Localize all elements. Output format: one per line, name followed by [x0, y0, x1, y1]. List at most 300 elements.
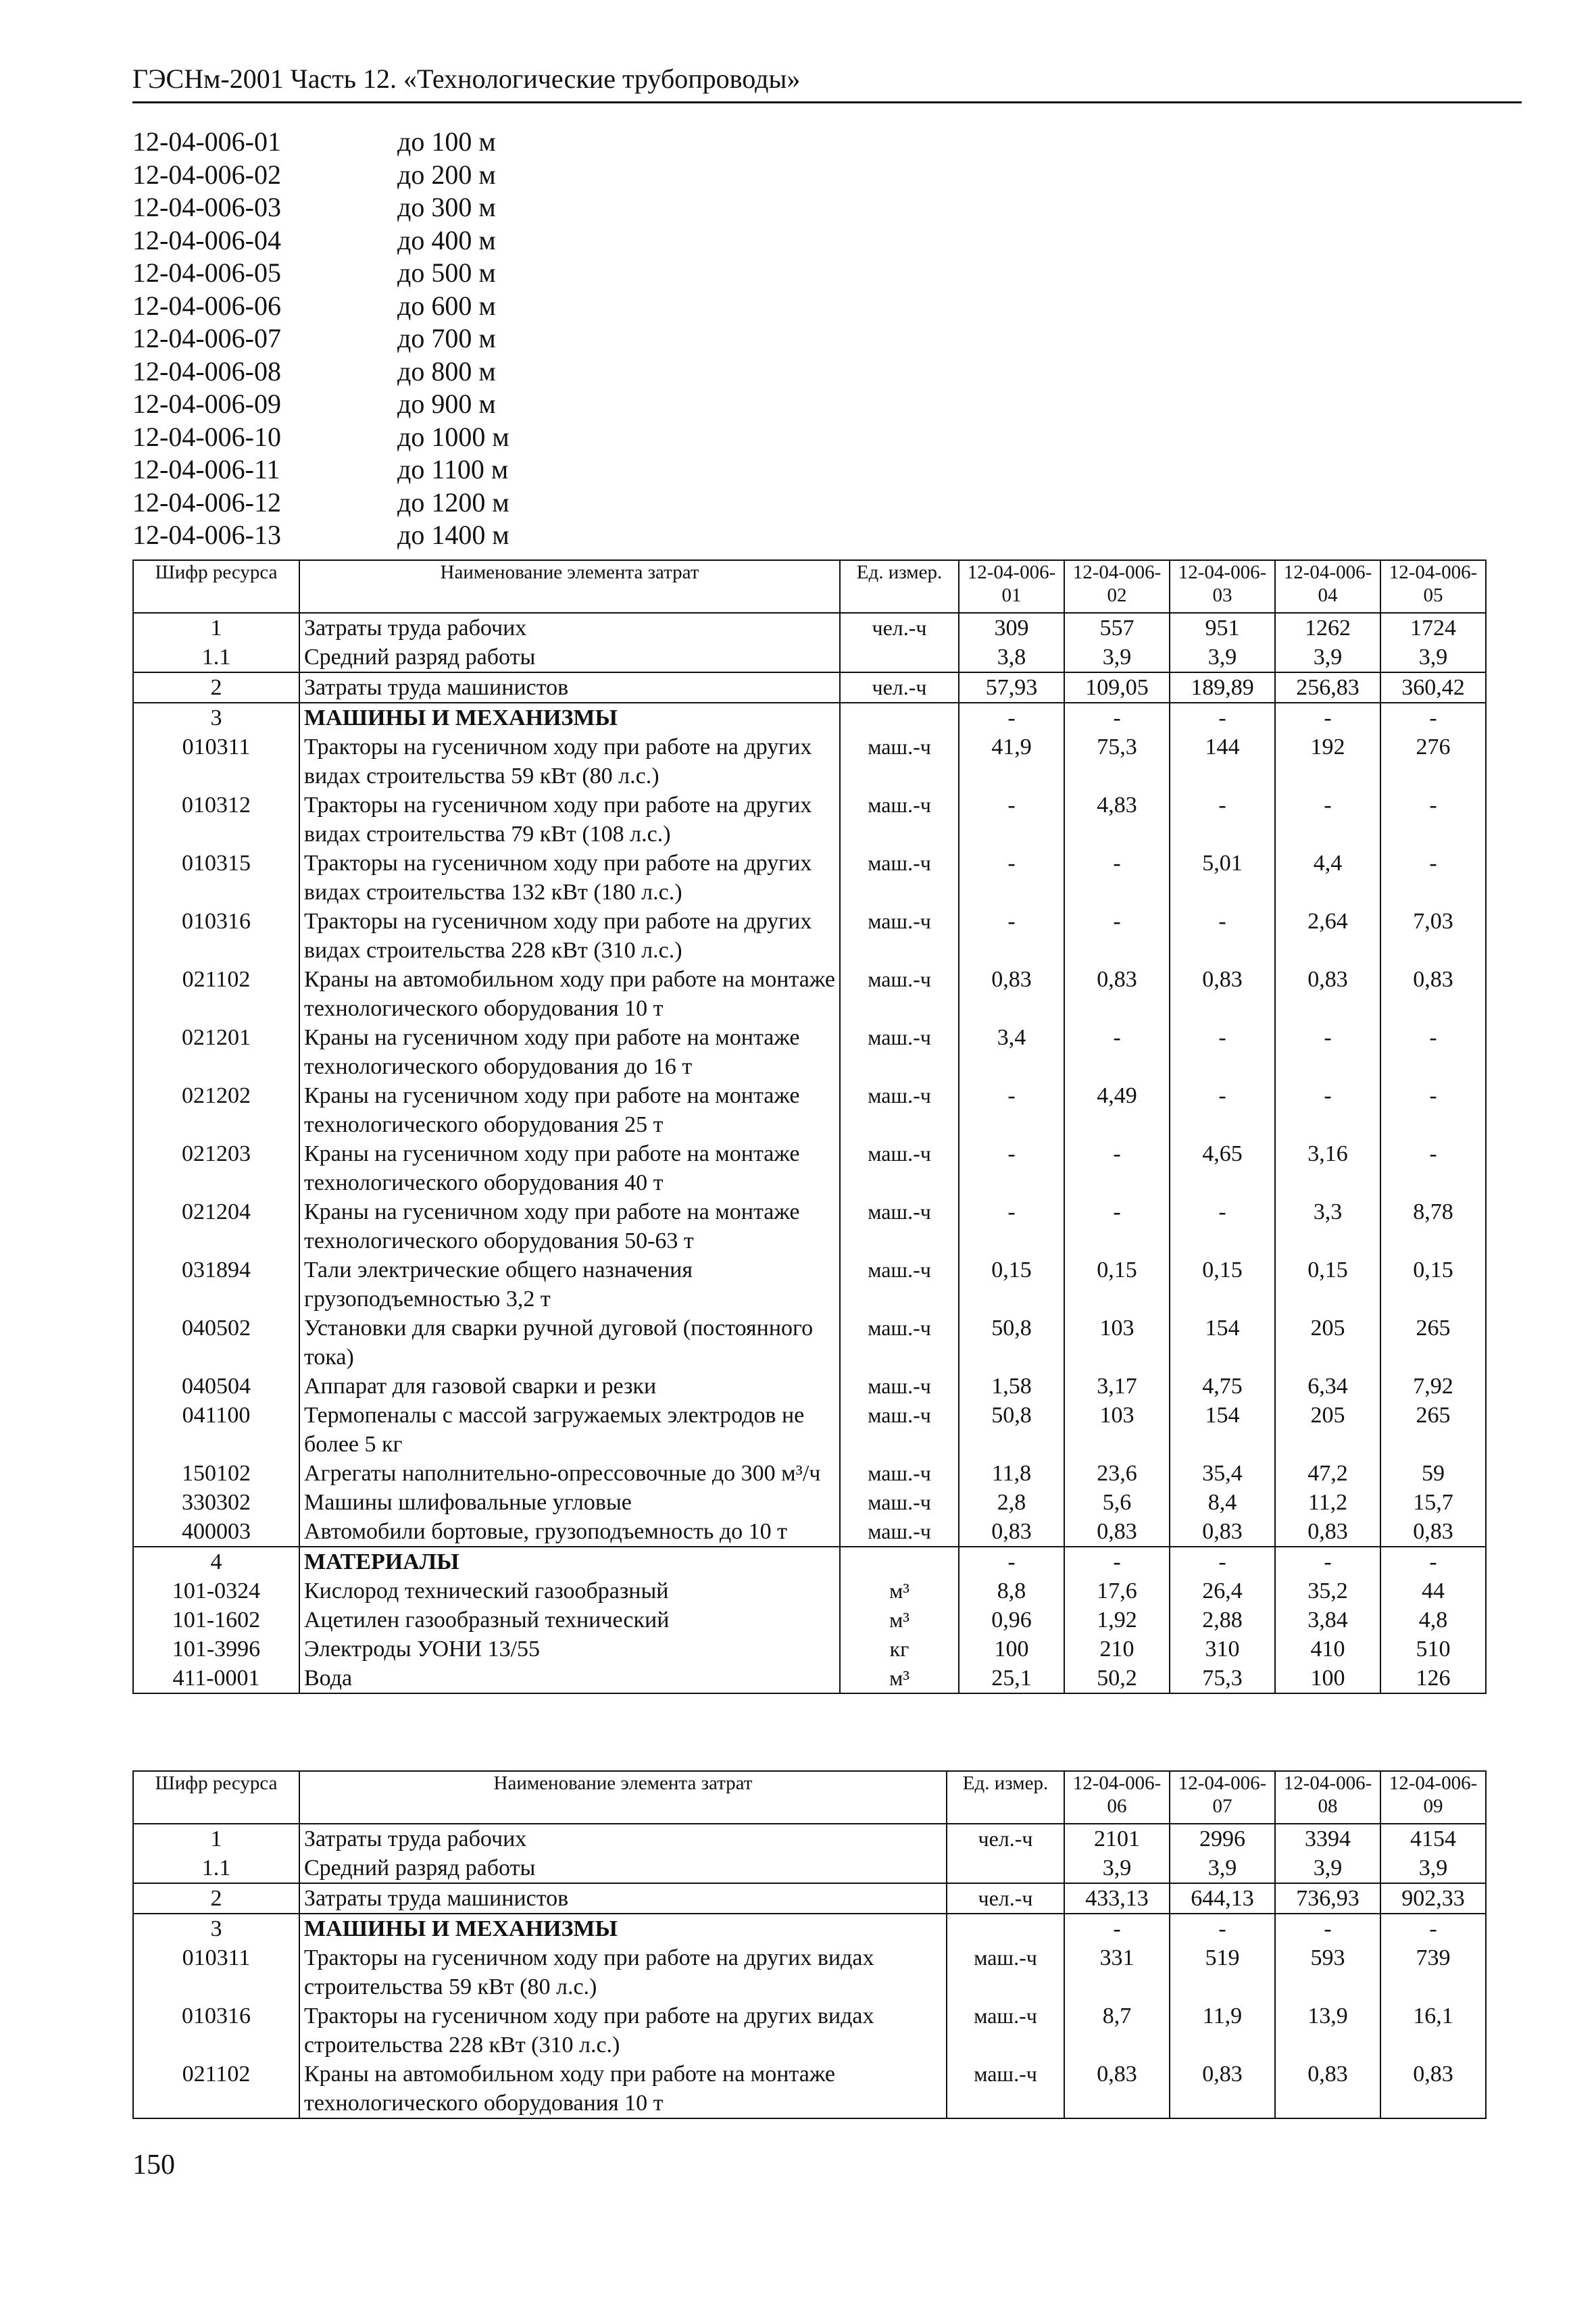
- norm-value: 951: [1170, 613, 1275, 643]
- table-row: [133, 1635, 1486, 1664]
- cost-element-name: Машины шлифовальные угловые: [299, 1488, 840, 1517]
- norm-code: 12-04-006-12: [132, 487, 281, 518]
- norm-value: 331: [1064, 1943, 1170, 2001]
- norm-value: -: [1275, 703, 1380, 732]
- norm-value: 50,8: [959, 1314, 1064, 1372]
- norm-value: 3,9: [1064, 1853, 1170, 1883]
- norm-value: 47,2: [1275, 1459, 1380, 1488]
- norm-value: 109,05: [1064, 672, 1170, 703]
- norm-value: -: [1064, 1023, 1170, 1081]
- norm-value: 103: [1064, 1401, 1170, 1459]
- cost-element-name: Электроды УОНИ 13/55: [299, 1635, 840, 1664]
- norm-value: -: [1380, 1081, 1486, 1139]
- norm-value: 210: [1064, 1635, 1170, 1664]
- norm-range: до 700 м: [397, 323, 496, 353]
- norm-value: -: [1170, 703, 1275, 732]
- cost-element-name: Затраты труда рабочих: [299, 1824, 947, 1853]
- section-row: [133, 1914, 1486, 1943]
- header-resource-code: Шифр ресурса: [133, 1771, 299, 1824]
- unit-of-measure: маш.-ч: [840, 965, 959, 1023]
- code-list-item: [132, 388, 605, 421]
- table-row: [133, 1255, 1486, 1314]
- norm-value: -: [1380, 849, 1486, 907]
- norm-value: 3,17: [1064, 1372, 1170, 1401]
- norm-code: 12-04-006-04: [132, 224, 281, 255]
- resource-table-2: [132, 1770, 1487, 2119]
- cost-element-name: Тракторы на гусеничном ходу при работе на других видах строительства 132 кВт (180 л.с.): [299, 849, 840, 907]
- norm-value: 1,92: [1064, 1605, 1170, 1635]
- cost-element-name: Краны на гусеничном ходу при работе на монтаже технологического оборудования до 16 т: [299, 1023, 840, 1081]
- unit-of-measure: маш.-ч: [840, 1255, 959, 1314]
- norm-value: 59: [1380, 1459, 1486, 1488]
- norm-value: -: [1170, 1547, 1275, 1576]
- resource-code: 010311: [133, 1943, 299, 2001]
- resource-code: 101-1602: [133, 1605, 299, 1635]
- norm-value: 3,8: [959, 643, 1064, 672]
- header-cost-element: Наименование элемента затрат: [299, 1771, 947, 1824]
- norm-value: 0,83: [1170, 965, 1275, 1023]
- norm-value: 276: [1380, 732, 1486, 791]
- norm-value: 154: [1170, 1401, 1275, 1459]
- norm-code: 12-04-006-03: [132, 192, 281, 222]
- norm-value: 410: [1275, 1635, 1380, 1664]
- code-list-item: [132, 519, 605, 552]
- resource-code: 010315: [133, 849, 299, 907]
- norm-value: 41,9: [959, 732, 1064, 791]
- norm-range: до 1400 м: [397, 520, 509, 550]
- norm-value: -: [959, 1081, 1064, 1139]
- table-row: [133, 1517, 1486, 1547]
- norm-value: 15,7: [1380, 1488, 1486, 1517]
- cost-element-name: Краны на гусеничном ходу при работе на монтаже технологического оборудования 25 т: [299, 1081, 840, 1139]
- table-row: [133, 1081, 1486, 1139]
- norm-value: 7,03: [1380, 907, 1486, 965]
- norm-range: до 900 м: [397, 389, 496, 419]
- cost-element-name: МАТЕРИАЛЫ: [299, 1547, 840, 1576]
- unit-of-measure: м³: [840, 1664, 959, 1693]
- norm-code: 12-04-006-13: [132, 520, 281, 550]
- unit-of-measure: маш.-ч: [840, 849, 959, 907]
- norm-range: до 1100 м: [397, 454, 509, 484]
- norm-code: 12-04-006-02: [132, 159, 281, 190]
- code-list-item: [132, 126, 605, 159]
- resource-code: 1: [133, 1824, 299, 1853]
- norm-value: 103: [1064, 1314, 1170, 1372]
- norm-value: 126: [1380, 1664, 1486, 1693]
- norm-value: 0,83: [1380, 965, 1486, 1023]
- unit-of-measure: чел.-ч: [840, 672, 959, 703]
- norm-range: до 1200 м: [397, 487, 509, 518]
- norm-value: 11,9: [1170, 2001, 1275, 2060]
- cost-element-name: МАШИНЫ И МЕХАНИЗМЫ: [299, 703, 840, 732]
- norm-value: -: [1064, 1914, 1170, 1943]
- norm-value: 8,78: [1380, 1197, 1486, 1255]
- norm-value: 593: [1275, 1943, 1380, 2001]
- norm-value: 0,83: [1380, 2060, 1486, 2118]
- header-norm-column: 12-04-006-09: [1380, 1771, 1486, 1824]
- norm-value: 4,65: [1170, 1139, 1275, 1197]
- norm-value: 3,9: [1275, 643, 1380, 672]
- table-row: [133, 1314, 1486, 1372]
- norm-value: -: [1275, 791, 1380, 849]
- norm-range: до 800 м: [397, 355, 496, 387]
- table-row: [133, 849, 1486, 907]
- norm-value: -: [1380, 1914, 1486, 1943]
- norm-value: 309: [959, 613, 1064, 643]
- norm-value: 44: [1380, 1576, 1486, 1605]
- norm-value: 265: [1380, 1401, 1486, 1459]
- norm-value: 100: [1275, 1664, 1380, 1693]
- table-row: [133, 672, 1486, 703]
- norm-value: 310: [1170, 1635, 1275, 1664]
- cost-element-name: Краны на автомобильном ходу при работе на монтаже технологического оборудования 10 т: [299, 965, 840, 1023]
- norm-value: 0,15: [959, 1255, 1064, 1314]
- norm-value: -: [959, 1139, 1064, 1197]
- norm-value: -: [959, 849, 1064, 907]
- header-cost-element: Наименование элемента затрат: [299, 560, 840, 613]
- section-row: [133, 703, 1486, 732]
- code-list-item: [132, 290, 605, 323]
- norm-value: 0,83: [959, 1517, 1064, 1547]
- norm-value: 1724: [1380, 613, 1486, 643]
- norm-value: 0,83: [1064, 2060, 1170, 2118]
- norm-value: 3,16: [1275, 1139, 1380, 1197]
- norm-value: 0,83: [1170, 1517, 1275, 1547]
- norm-value: 4,83: [1064, 791, 1170, 849]
- cost-element-name: Тракторы на гусеничном ходу при работе на других видах строительства 79 кВт (108 л.с.): [299, 791, 840, 849]
- norm-value: 2,8: [959, 1488, 1064, 1517]
- resource-code: 3: [133, 1914, 299, 1943]
- norm-value: -: [1380, 791, 1486, 849]
- resource-code: 1.1: [133, 643, 299, 672]
- norm-value: -: [1064, 849, 1170, 907]
- header-unit: Ед. измер.: [947, 1771, 1064, 1824]
- cost-element-name: Термопеналы с массой загружаемых электродов не более 5 кг: [299, 1401, 840, 1459]
- table-row: [133, 613, 1486, 643]
- code-list-item: [132, 224, 605, 257]
- resource-code: 150102: [133, 1459, 299, 1488]
- unit-of-measure: маш.-ч: [840, 1314, 959, 1372]
- norm-value: 433,13: [1064, 1883, 1170, 1914]
- norm-value: -: [1170, 907, 1275, 965]
- norm-value: 4,75: [1170, 1372, 1275, 1401]
- table-row: [133, 1883, 1486, 1914]
- unit-of-measure: маш.-ч: [840, 1139, 959, 1197]
- norm-code: 12-04-006-09: [132, 389, 281, 419]
- norm-value: 3,9: [1380, 1853, 1486, 1883]
- table-row: [133, 1023, 1486, 1081]
- code-list-item: [132, 159, 605, 192]
- norm-value: -: [1275, 1081, 1380, 1139]
- norm-value: 50,2: [1064, 1664, 1170, 1693]
- norm-value: 205: [1275, 1314, 1380, 1372]
- section-row: [133, 1547, 1486, 1576]
- norm-value: -: [959, 1197, 1064, 1255]
- norm-value: 644,13: [1170, 1883, 1275, 1914]
- resource-code: 1.1: [133, 1853, 299, 1883]
- unit-of-measure: [947, 1853, 1064, 1883]
- cost-element-name: Затраты труда машинистов: [299, 1883, 947, 1914]
- norm-code: 12-04-006-10: [132, 421, 281, 452]
- cost-element-name: МАШИНЫ И МЕХАНИЗМЫ: [299, 1914, 947, 1943]
- code-list-item: [132, 355, 605, 389]
- norm-range: до 500 м: [397, 257, 496, 288]
- norm-code: 12-04-006-01: [132, 126, 281, 157]
- norm-value: 360,42: [1380, 672, 1486, 703]
- norm-value: 11,2: [1275, 1488, 1380, 1517]
- resource-code: 021201: [133, 1023, 299, 1081]
- norm-value: 3,9: [1170, 1853, 1275, 1883]
- norm-value: -: [1170, 1914, 1275, 1943]
- code-list-item: [132, 453, 605, 487]
- norm-value: -: [1064, 1197, 1170, 1255]
- unit-of-measure: чел.-ч: [947, 1824, 1064, 1853]
- norm-value: 519: [1170, 1943, 1275, 2001]
- norm-code: 12-04-006-08: [132, 355, 281, 387]
- header-norm-column: 12-04-006-08: [1275, 1771, 1380, 1824]
- norm-value: 0,83: [959, 965, 1064, 1023]
- cost-element-name: Затраты труда машинистов: [299, 672, 840, 703]
- norm-value: 35,2: [1275, 1576, 1380, 1605]
- resource-code: 010312: [133, 791, 299, 849]
- norm-value: 8,7: [1064, 2001, 1170, 2060]
- table-row: [133, 1943, 1486, 2001]
- norm-value: 0,83: [1275, 2060, 1380, 2118]
- unit-of-measure: маш.-ч: [947, 2001, 1064, 2060]
- cost-element-name: Тракторы на гусеничном ходу при работе на других видах строительства 59 кВт (80 л.с.): [299, 1943, 947, 2001]
- resource-code: 021202: [133, 1081, 299, 1139]
- norm-value: -: [1064, 1547, 1170, 1576]
- norm-range: до 1000 м: [397, 421, 509, 452]
- norm-value: 0,83: [1064, 1517, 1170, 1547]
- resource-code: 021102: [133, 2060, 299, 2118]
- norm-value: -: [959, 907, 1064, 965]
- norm-value: -: [1380, 703, 1486, 732]
- table-row: [133, 1139, 1486, 1197]
- resource-code: 041100: [133, 1401, 299, 1459]
- resource-code: 1: [133, 613, 299, 643]
- norm-value: 4154: [1380, 1824, 1486, 1853]
- norm-value: 2,88: [1170, 1605, 1275, 1635]
- norm-range: до 300 м: [397, 192, 496, 222]
- norm-value: 57,93: [959, 672, 1064, 703]
- norm-value: 256,83: [1275, 672, 1380, 703]
- norm-value: -: [1170, 1081, 1275, 1139]
- norm-value: -: [1380, 1139, 1486, 1197]
- norm-value: 1262: [1275, 613, 1380, 643]
- cost-element-name: Агрегаты наполнительно-опрессовочные до 300 м³/ч: [299, 1459, 840, 1488]
- header-norm-column: 12-04-006-07: [1170, 1771, 1275, 1824]
- norm-value: 75,3: [1170, 1664, 1275, 1693]
- resource-code: 4: [133, 1547, 299, 1576]
- resource-code: 010316: [133, 2001, 299, 2060]
- resource-code: 400003: [133, 1517, 299, 1547]
- norm-value: -: [959, 791, 1064, 849]
- table-row: [133, 732, 1486, 791]
- norm-value: -: [1380, 1023, 1486, 1081]
- table-row: [133, 1197, 1486, 1255]
- resource-code: 010311: [133, 732, 299, 791]
- norm-code: 12-04-006-07: [132, 323, 281, 353]
- norm-value: 4,4: [1275, 849, 1380, 907]
- resource-code: 021102: [133, 965, 299, 1023]
- norm-value: 3,84: [1275, 1605, 1380, 1635]
- unit-of-measure: маш.-ч: [840, 1197, 959, 1255]
- norm-value: 23,6: [1064, 1459, 1170, 1488]
- norm-value: 3,9: [1275, 1853, 1380, 1883]
- norm-value: 7,92: [1380, 1372, 1486, 1401]
- norm-value: 11,8: [959, 1459, 1064, 1488]
- norm-value: 739: [1380, 1943, 1486, 2001]
- table-row: [133, 965, 1486, 1023]
- cost-element-name: Вода: [299, 1664, 840, 1693]
- table-row: [133, 2001, 1486, 2060]
- code-list: [132, 126, 605, 552]
- norm-value: 0,83: [1170, 2060, 1275, 2118]
- norm-value: 50,8: [959, 1401, 1064, 1459]
- norm-value: -: [1380, 1547, 1486, 1576]
- norm-value: 736,93: [1275, 1883, 1380, 1914]
- page-number: 150: [132, 2149, 175, 2181]
- table-row: [133, 791, 1486, 849]
- resource-code: 021203: [133, 1139, 299, 1197]
- norm-value: 16,1: [1380, 2001, 1486, 2060]
- norm-value: 6,34: [1275, 1372, 1380, 1401]
- norm-value: 189,89: [1170, 672, 1275, 703]
- norm-value: 0,15: [1380, 1255, 1486, 1314]
- norm-value: 902,33: [1380, 1883, 1486, 1914]
- norm-code: 12-04-006-11: [132, 454, 280, 484]
- norm-value: 5,6: [1064, 1488, 1170, 1517]
- resource-code: 031894: [133, 1255, 299, 1314]
- norm-value: 1,58: [959, 1372, 1064, 1401]
- unit-of-measure: маш.-ч: [840, 1372, 959, 1401]
- cost-element-name: Тракторы на гусеничном ходу при работе на других видах строительства 228 кВт (310 л.с.): [299, 907, 840, 965]
- cost-element-name: Кислород технический газообразный: [299, 1576, 840, 1605]
- code-list-item: [132, 257, 605, 290]
- unit-of-measure: кг: [840, 1635, 959, 1664]
- table-row: [133, 2060, 1486, 2118]
- norm-value: 0,15: [1275, 1255, 1380, 1314]
- norm-value: 17,6: [1064, 1576, 1170, 1605]
- norm-value: 100: [959, 1635, 1064, 1664]
- code-list-item: [132, 487, 605, 520]
- table-row: [133, 1605, 1486, 1635]
- norm-value: 205: [1275, 1401, 1380, 1459]
- cost-element-name: Затраты труда рабочих: [299, 613, 840, 643]
- norm-value: 4,8: [1380, 1605, 1486, 1635]
- norm-value: 557: [1064, 613, 1170, 643]
- header-norm-column: 12-04-006-01: [959, 560, 1064, 613]
- norm-value: 2996: [1170, 1824, 1275, 1853]
- norm-value: -: [1275, 1023, 1380, 1081]
- norm-value: 8,4: [1170, 1488, 1275, 1517]
- norm-value: -: [1064, 907, 1170, 965]
- unit-of-measure: [840, 1547, 959, 1576]
- cost-element-name: Краны на гусеничном ходу при работе на монтаже технологического оборудования 40 т: [299, 1139, 840, 1197]
- norm-value: 0,83: [1064, 965, 1170, 1023]
- norm-value: 0,83: [1275, 1517, 1380, 1547]
- resource-code: 040502: [133, 1314, 299, 1372]
- resource-table-1: [132, 559, 1487, 1694]
- code-list-item: [132, 421, 605, 454]
- resource-code: 2: [133, 1883, 299, 1914]
- cost-element-name: Установки для сварки ручной дуговой (постоянного тока): [299, 1314, 840, 1372]
- resource-code: 040504: [133, 1372, 299, 1401]
- norm-value: -: [959, 1547, 1064, 1576]
- cost-element-name: Краны на гусеничном ходу при работе на монтаже технологического оборудования 50-63 т: [299, 1197, 840, 1255]
- resource-code: 021204: [133, 1197, 299, 1255]
- norm-value: 0,96: [959, 1605, 1064, 1635]
- norm-value: 2,64: [1275, 907, 1380, 965]
- norm-value: 5,01: [1170, 849, 1275, 907]
- cost-element-name: Средний разряд работы: [299, 643, 840, 672]
- norm-value: 144: [1170, 732, 1275, 791]
- table-row: [133, 1401, 1486, 1459]
- cost-element-name: Аппарат для газовой сварки и резки: [299, 1372, 840, 1401]
- norm-value: 510: [1380, 1635, 1486, 1664]
- resource-code: 101-3996: [133, 1635, 299, 1664]
- cost-element-name: Тракторы на гусеничном ходу при работе на других видах строительства 228 кВт (310 л.с.): [299, 2001, 947, 2060]
- norm-value: 3,9: [1380, 643, 1486, 672]
- table-header-row: [133, 1771, 1486, 1824]
- norm-value: 0,15: [1064, 1255, 1170, 1314]
- norm-value: 3,9: [1064, 643, 1170, 672]
- norm-value: -: [1064, 703, 1170, 732]
- norm-value: 154: [1170, 1314, 1275, 1372]
- unit-of-measure: маш.-ч: [840, 1023, 959, 1081]
- table-row: [133, 643, 1486, 672]
- norm-value: 2101: [1064, 1824, 1170, 1853]
- unit-of-measure: чел.-ч: [947, 1883, 1064, 1914]
- norm-value: 3,4: [959, 1023, 1064, 1081]
- norm-value: -: [959, 703, 1064, 732]
- norm-value: 0,83: [1380, 1517, 1486, 1547]
- table-header-row: [133, 560, 1486, 613]
- norm-value: 75,3: [1064, 732, 1170, 791]
- cost-element-name: Автомобили бортовые, грузоподъемность до 10 т: [299, 1517, 840, 1547]
- header-norm-column: 12-04-006-05: [1380, 560, 1486, 613]
- norm-value: 3,9: [1170, 643, 1275, 672]
- norm-value: 0,83: [1275, 965, 1380, 1023]
- norm-value: 13,9: [1275, 2001, 1380, 2060]
- unit-of-measure: [840, 643, 959, 672]
- header-norm-column: 12-04-006-06: [1064, 1771, 1170, 1824]
- unit-of-measure: [947, 1914, 1064, 1943]
- norm-value: -: [1275, 1914, 1380, 1943]
- unit-of-measure: маш.-ч: [840, 1081, 959, 1139]
- norm-value: -: [1275, 1547, 1380, 1576]
- cost-element-name: Средний разряд работы: [299, 1853, 947, 1883]
- table-row: [133, 1372, 1486, 1401]
- norm-value: 35,4: [1170, 1459, 1275, 1488]
- resource-code: 2: [133, 672, 299, 703]
- norm-value: 3394: [1275, 1824, 1380, 1853]
- code-list-item: [132, 191, 605, 224]
- table-row: [133, 1853, 1486, 1883]
- norm-value: -: [1064, 1139, 1170, 1197]
- unit-of-measure: маш.-ч: [840, 1401, 959, 1459]
- norm-value: 192: [1275, 732, 1380, 791]
- norm-range: до 100 м: [397, 126, 496, 157]
- norm-value: 4,49: [1064, 1081, 1170, 1139]
- unit-of-measure: маш.-ч: [947, 1943, 1064, 2001]
- unit-of-measure: м³: [840, 1605, 959, 1635]
- header-norm-column: 12-04-006-02: [1064, 560, 1170, 613]
- cost-element-name: Краны на автомобильном ходу при работе на монтаже технологического оборудования 10 т: [299, 2060, 947, 2118]
- page-header: ГЭСНм-2001 Часть 12. «Технологические трубопроводы»: [132, 62, 1522, 103]
- table-row: [133, 1488, 1486, 1517]
